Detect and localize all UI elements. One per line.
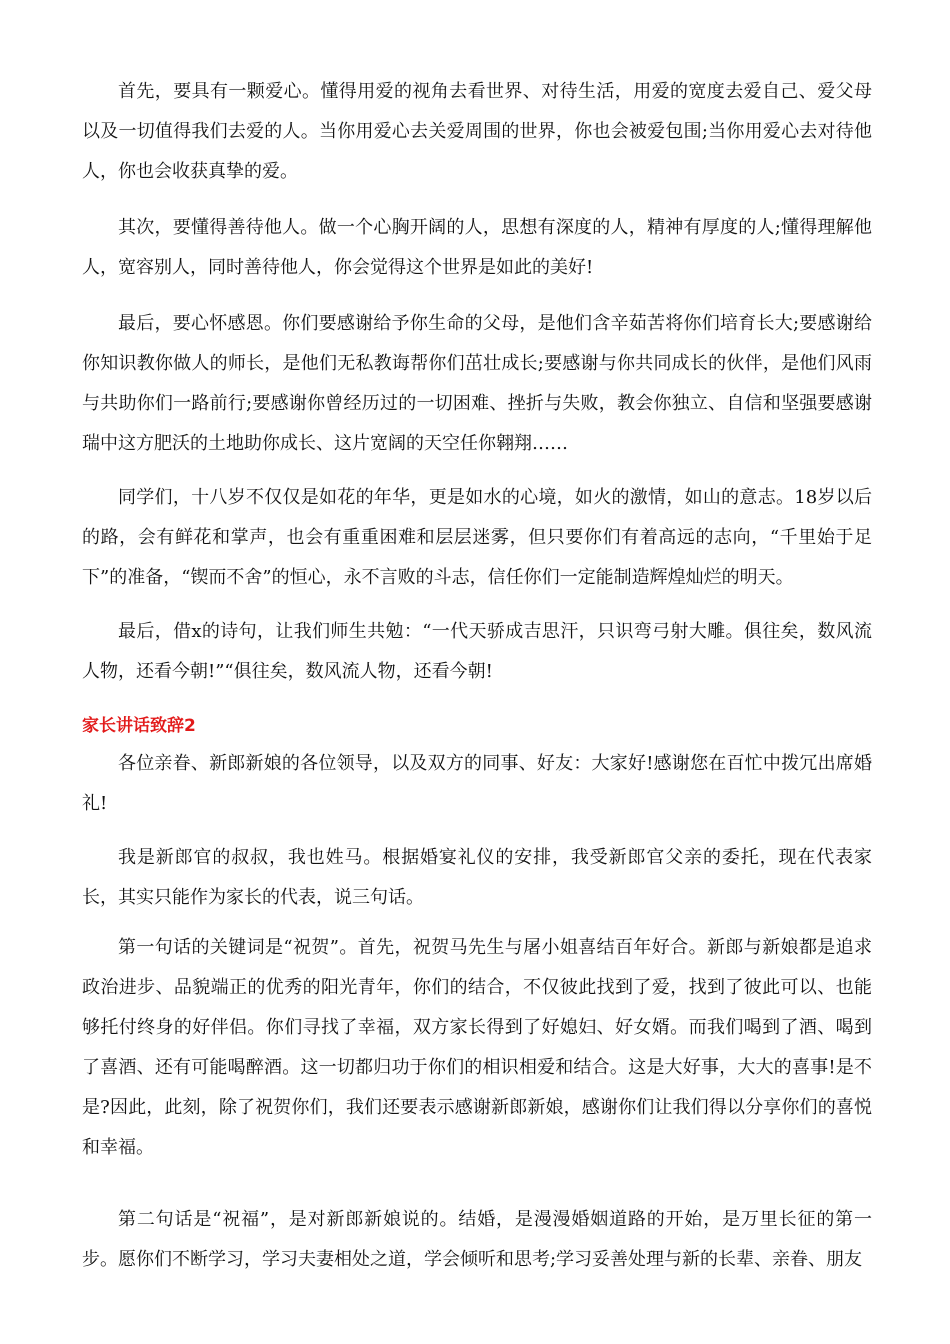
paragraph-congratulations: 第一句话的关键词是“祝贺”。首先，祝贺马先生与屠小姐喜结百年好合。新郎与新娘都是追求政治进步、品貌端正的优秀的阳光青年，你们的结合，不仅彼此找到了爱，找到了彼此可以、也能够托付终身的好伴侣。你们寻找了幸福，双方家长得到了好媳妇、好女婿。而我们喝到了酒、喝到了喜酒、还有可能喝醉酒。这一切都归功于你们的相识相爱和结合。这是大好事，大大的喜事!是不是?因此，此刻，除了祝贺你们，我们还要表示感谢新郎新娘，感谢你们让我们得以分享你们的喜悦和幸福。 (82, 937, 872, 1158)
paragraph-eighteen: 同学们，十八岁不仅仅是如花的年华，更是如水的心境，如火的激情，如山的意志。18岁以后的路，会有鲜花和掌声，也会有重重困难和层层迷雾，但只要你们有着高远的志向，“千里始于足下”的准备，“锲而不舍”的恒心，永不言败的斗志，信任你们一定能制造辉煌灿烂的明天。 (82, 487, 872, 588)
paragraph-gratitude: 最后，要心怀感恩。你们要感谢给予你生命的父母，是他们含辛茹苦将你们培育长大;要感谢给你知识教你做人的师长，是他们无私教诲帮你们茁壮成长;要感谢与你共同成长的伙伴，是他们风雨与共助你们一路前行;要感谢你曾经历过的一切困难、挫折与失败，教会你独立、自信和坚强要感谢瑞中这方肥沃的土地助你成长、这片宽阔的天空任你翱翔…… (82, 313, 872, 454)
paragraph-blessing: 第二句话是“祝福”，是对新郎新娘说的。结婚，是漫漫婚姻道路的开始，是万里长征的第一步。愿你们不断学习，学习夫妻相处之道，学会倾听和思考;学习妥善处理与新的长辈、亲眷、朋友 (82, 1209, 872, 1270)
paragraph-greeting: 各位亲眷、新郎新娘的各位领导，以及双方的同事、好友：大家好!感谢您在百忙中拨冗出席婚礼! (82, 753, 872, 814)
paragraph-closing-poem: 最后，借x的诗句，让我们师生共勉：“一代天骄成吉思汗，只识弯弓射大雕。俱往矣，数风流人物，还看今朝!”“俱往矣，数风流人物，还看今朝! (82, 621, 872, 682)
section-heading: 家长讲话致辞2 (82, 716, 196, 736)
paragraph-introduction: 我是新郎官的叔叔，我也姓马。根据婚宴礼仪的安排，我受新郎官父亲的委托，现在代表家长，其实只能作为家长的代表，说三句话。 (82, 847, 872, 908)
paragraph-treat-others: 其次，要懂得善待他人。做一个心胸开阔的人，思想有深度的人，精神有厚度的人;懂得理解他人，宽容别人，同时善待他人，你会觉得这个世界是如此的美好! (82, 217, 872, 278)
paragraph-love: 首先，要具有一颗爱心。懂得用爱的视角去看世界、对待生活，用爱的宽度去爱自己、爱父母以及一切值得我们去爱的人。当你用爱心去关爱周围的世界，你也会被爱包围;当你用爱心去对待他人，你也会收获真挚的爱。 (82, 81, 872, 182)
